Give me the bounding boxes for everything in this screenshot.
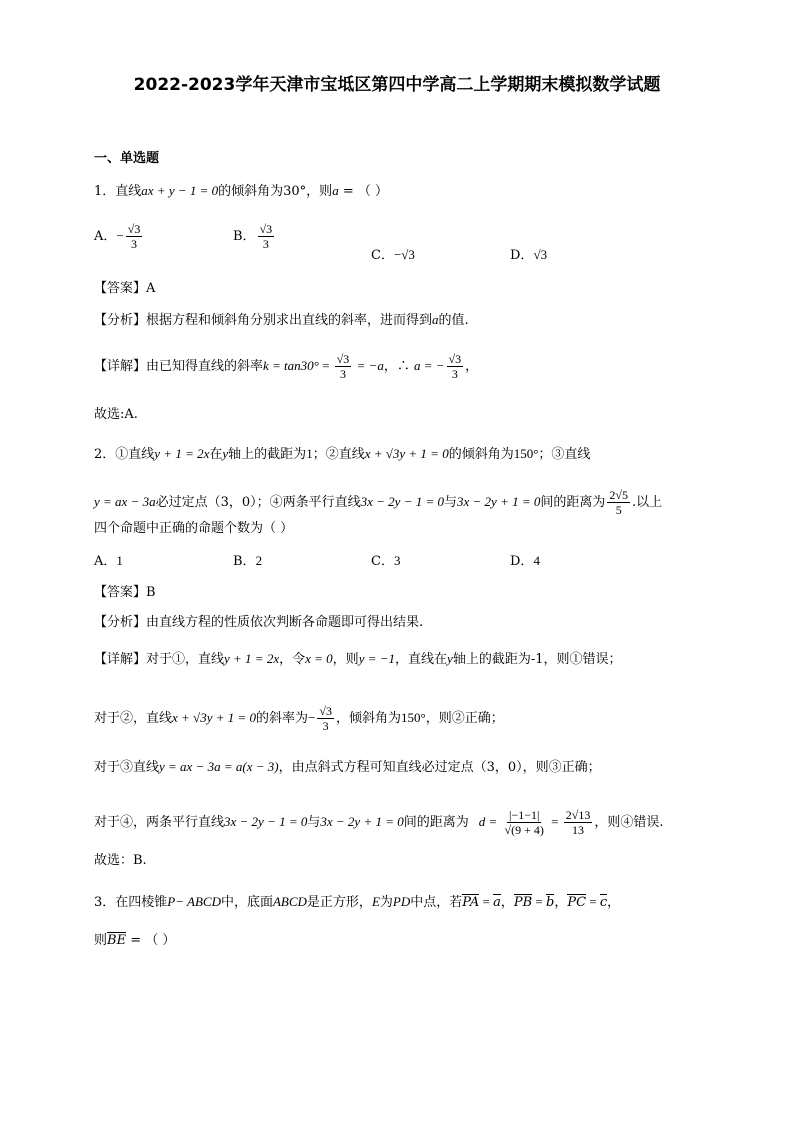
vector-be: BE [107, 933, 127, 948]
fraction: $\frac{2√13}{13}$ [565, 808, 591, 837]
q2-option-a: A．1 [94, 553, 123, 569]
q1-stem: 1．直线ax + y − 1 = 0的倾斜角为30°，则a = （ ） [94, 183, 388, 199]
q1-option-b: B． $\frac{√3}{3}$ [233, 222, 273, 251]
fraction: $\frac{√3}{3}$ [448, 352, 462, 381]
q2-detail-3: 对于③直线y = ax − 3a = a(x − 3)，由点斜式方程可知直线必过定点（3，0），则③正确； [94, 759, 601, 775]
fraction: $\frac{√3}{3}$ [336, 352, 350, 381]
q2-detail-1: 【详解】对于①，直线y + 1 = 2x，令x = 0，则y = −1，直线在y轴上的截距为-1，则①错误； [94, 651, 622, 667]
q2-detail-4: 对于④，两条平行直线3x − 2y − 1 = 0与3x − 2y + 1 = 0间的距离为 d = $\frac{|-1-1|}{√(9 + 4)}$ = $\frac{2√13}{13}$ ，则④错误. [94, 808, 664, 837]
q1-analysis: 【分析】根据方程和倾斜角分别求出直线的斜率，进而得到a的值. [94, 312, 469, 328]
section-heading: 一、单选题 [94, 151, 160, 166]
q1-choice: 故选:A. [94, 407, 138, 422]
q2-option-d: D．4 [510, 553, 540, 569]
q1-answer: 【答案】A [94, 281, 156, 296]
fraction: $\frac{|-1-1|}{√(9 + 4)}$ [504, 808, 544, 837]
fraction: $\frac{2√5}{5}$ [609, 488, 628, 517]
q2-choice: 故选：B. [94, 853, 147, 868]
fraction: $\frac{√3}{3}$ [259, 222, 273, 251]
vector-pb: PB [513, 895, 533, 910]
q2-option-b: B．2 [233, 553, 263, 569]
fraction: $\frac{√3}{3}$ [127, 222, 141, 251]
q3-ask: 则BE = （ ） [94, 933, 176, 948]
fraction: $\frac{√3}{3}$ [319, 704, 332, 733]
q1-option-a: A．− $\frac{√3}{3}$ [94, 222, 141, 251]
q2-analysis: 【分析】由直线方程的性质依次判断各命题即可得出结果. [94, 615, 424, 630]
q1-equation: ax + y − 1 = 0 [141, 183, 219, 198]
q2-detail-2: 对于②，直线x + √3y + 1 = 0的斜率为− $\frac{√3}{3}$ ，倾斜角为150°，则②正确； [94, 704, 504, 733]
q2-stem-line2: y = ax − 3a必过定点（3，0）；④两条平行直线3x − 2y − 1 = 0与3x − 2y + 1 = 0间的距离为 $\frac{2√5}{5}$ .以上 [94, 488, 663, 517]
q1-option-c: C．−√3 [371, 247, 415, 263]
q1-detail: 【详解】由已知得直线的斜率k = tan30° = $\frac{√3}{3}$ = −a，∴ a = − $\frac{√3}{3}$ ， [94, 352, 479, 381]
vector-pc: PC [567, 895, 587, 910]
vector-pa: PA [462, 895, 480, 910]
q2-stem-line3: 四个命题中正确的命题个数为（ ） [94, 521, 294, 536]
q2-option-c: C．3 [371, 553, 401, 569]
q3-stem: 3．在四棱锥P− ABCD中，底面ABCD是正方形，E为PD中点，若PA = a，PB = b，PC = c， [94, 894, 621, 910]
q2-stem-line1: 2．①直线y + 1 = 2x在y轴上的截距为1；②直线x + √3y + 1 = 0的倾斜角为150°；③直线 [94, 446, 591, 462]
q1-option-d: D．√3 [510, 247, 548, 263]
q2-answer: 【答案】B [94, 585, 156, 600]
page-title: 2022-2023学年天津市宝坻区第四中学高二上学期期末模拟数学试题 [133, 75, 661, 95]
